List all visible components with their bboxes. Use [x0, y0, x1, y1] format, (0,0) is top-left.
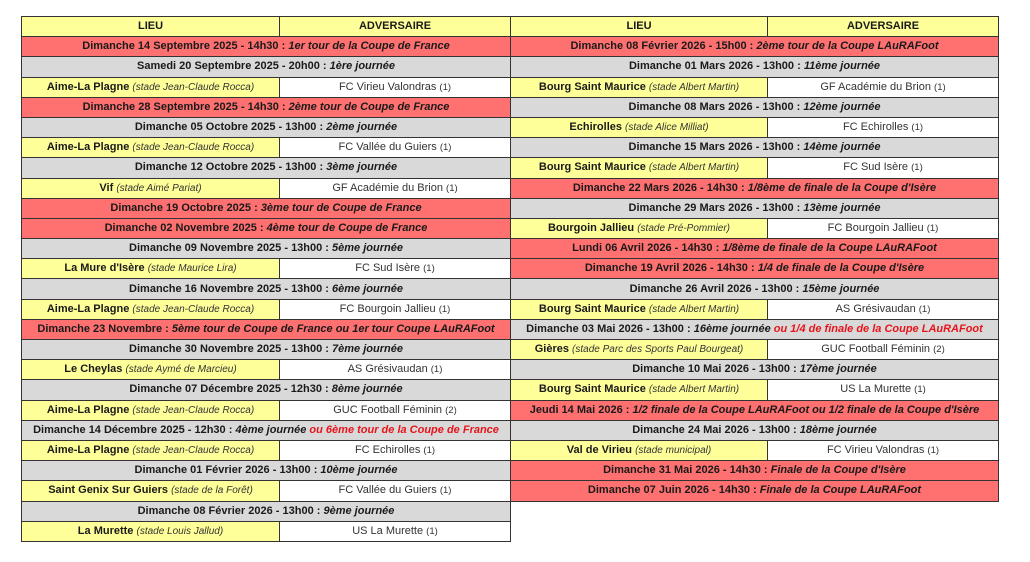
venue-cell	[511, 380, 768, 400]
cup-date-row	[22, 97, 511, 117]
opponent-cell	[768, 299, 999, 319]
date-cell	[511, 461, 999, 481]
opponent-name: FC Echirolles	[842, 121, 909, 134]
match-row	[511, 218, 999, 238]
match-row	[511, 77, 999, 97]
match-date: Dimanche 03 Mai 2026 - 13h00 :	[526, 322, 694, 335]
schedule-body-right	[511, 37, 999, 501]
match-date: Dimanche 26 Avril 2026 - 13h00 :	[629, 282, 803, 295]
match-date: Dimanche 07 Décembre 2025 - 12h30 :	[129, 383, 332, 396]
venue-name: Echirolles	[569, 121, 622, 134]
competition-label: 17ème journée	[799, 363, 877, 376]
opponent-cell	[768, 440, 999, 460]
opponent-cell	[280, 521, 511, 541]
opponent-level: (1)	[926, 222, 939, 234]
opponent-level: (1)	[423, 263, 435, 275]
opponent-level: (1)	[439, 485, 452, 497]
match-date: Dimanche 29 Mars 2026 - 13h00 :	[628, 201, 804, 214]
date-cell	[22, 57, 511, 77]
opponent-name: FC Vallée du Guiers	[338, 141, 437, 154]
match-row	[511, 299, 999, 319]
stadium-name: (stade Jean-Claude Rocca)	[132, 445, 255, 457]
match-row	[511, 440, 999, 460]
venue-name: Bourg Saint Maurice	[538, 302, 646, 315]
date-cell	[22, 218, 511, 238]
opponent-level: (1)	[911, 162, 923, 174]
match-row	[511, 117, 999, 137]
competition-label: 1/2 finale de la Coupe LAuRAFoot ou 1/2 finale de la Coupe d'Isère	[632, 403, 980, 416]
date-cell	[511, 279, 999, 299]
opponent-name: FC Virieu Valondras	[826, 444, 925, 457]
cup-date-row	[511, 37, 999, 57]
opponent-level: (1)	[446, 182, 458, 194]
cup-date-row	[22, 319, 511, 339]
opponent-name: FC Sud Isère	[355, 262, 421, 275]
venue-name: Le Cheylas	[64, 363, 123, 376]
date-cell	[511, 57, 999, 77]
league-date-row	[22, 380, 511, 400]
opponent-level: (1)	[426, 525, 438, 537]
date-cell	[22, 198, 511, 218]
date-cell	[22, 501, 511, 521]
opponent-name: FC Bourgoin Jallieu	[339, 302, 436, 315]
venue-cell	[22, 360, 280, 380]
header-row	[22, 17, 511, 37]
venue-header: LIEU	[22, 17, 280, 37]
stadium-name: (stade municipal)	[635, 445, 712, 457]
opponent-name: US La Murette	[840, 383, 912, 396]
opponent-level: (1)	[430, 364, 443, 376]
match-row	[22, 259, 511, 279]
date-cell	[511, 198, 999, 218]
stadium-name: (stade de la Forêt)	[171, 485, 253, 497]
match-row	[22, 440, 511, 460]
league-date-row	[22, 279, 511, 299]
venue-cell	[22, 178, 280, 198]
date-cell	[22, 461, 511, 481]
opponent-cell	[768, 218, 999, 238]
match-row	[22, 400, 511, 420]
venue-name: Aime-La Plagne	[46, 80, 130, 93]
competition-label: 2ème journée	[326, 121, 398, 134]
venue-cell	[511, 77, 768, 97]
schedule-body-left	[22, 37, 511, 542]
date-cell	[22, 37, 511, 57]
match-date: Dimanche 22 Mars 2026 - 14h30 :	[572, 181, 748, 194]
competition-label: 8ème journée	[331, 383, 403, 396]
match-date: Dimanche 01 Février 2026 - 13h00 :	[134, 464, 321, 477]
cup-date-row	[22, 218, 511, 238]
competition-label: 13ème journée	[803, 201, 881, 214]
venue-cell	[22, 481, 280, 501]
venue-name: Aime-La Plagne	[46, 403, 130, 416]
league-date-row	[511, 420, 999, 440]
venue-name: Val de Virieu	[566, 444, 632, 457]
opponent-name: GF Académie du Brion	[820, 80, 931, 93]
league-date-row	[22, 117, 511, 137]
competition-label: 1er tour de la Coupe de France	[288, 40, 450, 53]
venue-name: Gières	[534, 343, 569, 356]
match-date: Dimanche 09 Novembre 2025 - 13h00 :	[129, 242, 333, 255]
schedule-table-right	[510, 16, 999, 502]
stadium-name: (stade Maurice Lira)	[147, 263, 237, 275]
opponent-name: FC Sud Isère	[843, 161, 909, 174]
opponent-cell	[280, 259, 511, 279]
opponent-level: (1)	[439, 142, 452, 154]
match-date: Lundi 06 Avril 2026 - 14h30 :	[572, 242, 723, 255]
opponent-name: GUC Football Féminin	[333, 403, 443, 416]
competition-label: 3ème tour de Coupe de France	[260, 201, 422, 214]
match-row	[22, 481, 511, 501]
date-cell	[511, 239, 999, 259]
venue-name: Bourg Saint Maurice	[538, 161, 646, 174]
opponent-cell	[768, 77, 999, 97]
venue-header: LIEU	[511, 17, 768, 37]
date-cell	[511, 138, 999, 158]
match-date: Dimanche 02 Novembre 2025 :	[104, 221, 267, 234]
match-row	[511, 380, 999, 400]
opponent-cell	[280, 178, 511, 198]
opponent-cell	[280, 360, 511, 380]
competition-label: 5ème journée	[332, 242, 403, 255]
venue-cell	[511, 299, 768, 319]
league-date-row	[22, 461, 511, 481]
league-date-row	[511, 319, 999, 339]
cup-date-row	[22, 198, 511, 218]
opponent-cell	[280, 481, 511, 501]
venue-cell	[22, 400, 280, 420]
competition-label: 3ème journée	[326, 161, 398, 174]
opponent-cell	[280, 440, 511, 460]
match-date: Dimanche 14 Septembre 2025 - 14h30 :	[82, 40, 289, 53]
opponent-name: GF Académie du Brion	[332, 181, 443, 194]
venue-cell	[511, 117, 768, 137]
stadium-name: (stade Albert Martin)	[648, 162, 740, 174]
date-cell	[22, 117, 511, 137]
opponent-name: FC Echirolles	[354, 444, 421, 457]
date-cell	[511, 178, 999, 198]
venue-name: Bourg Saint Maurice	[538, 383, 646, 396]
date-cell	[22, 239, 511, 259]
competition-label: 15ème journée	[802, 282, 880, 295]
competition-label: 1ère journée	[329, 60, 396, 73]
stadium-name: (stade Pré-Pommier)	[637, 222, 731, 234]
date-cell	[511, 37, 999, 57]
competition-label: Finale de la Coupe LAuRAFoot	[759, 484, 922, 497]
date-cell	[22, 420, 511, 440]
cup-date-row	[511, 400, 999, 420]
stadium-name: (stade Louis Jallud)	[136, 525, 224, 537]
opponent-cell	[768, 340, 999, 360]
match-row	[22, 178, 511, 198]
competition-label: 6ème journée	[332, 282, 403, 295]
opponent-level: (1)	[934, 81, 946, 93]
date-cell	[511, 360, 999, 380]
stadium-name: (stade Jean-Claude Rocca)	[132, 81, 255, 93]
stadium-name: (stade Albert Martin)	[648, 384, 740, 396]
competition-label: 5ème tour de Coupe de France ou 1er tour Coupe LAuRAFoot	[171, 322, 495, 335]
league-date-row	[22, 501, 511, 521]
competition-label: 14ème journée	[803, 141, 881, 154]
schedule-table-left	[21, 16, 511, 542]
stadium-name: (stade Jean-Claude Rocca)	[132, 404, 255, 416]
opponent-name: AS Grésivaudan	[835, 302, 916, 315]
match-date: Dimanche 23 Novembre :	[37, 322, 172, 335]
league-date-row	[511, 138, 999, 158]
match-row	[511, 158, 999, 178]
league-date-row	[511, 57, 999, 77]
venue-cell	[22, 77, 280, 97]
stadium-name: (stade Alice Milliat)	[625, 122, 709, 134]
opponent-header: ADVERSAIRE	[280, 17, 511, 37]
venue-cell	[22, 521, 280, 541]
match-date: Dimanche 16 Novembre 2025 - 13h00 :	[129, 282, 333, 295]
header-row	[511, 17, 999, 37]
match-row	[22, 299, 511, 319]
opponent-cell	[280, 138, 511, 158]
venue-cell	[511, 340, 768, 360]
venue-name: Saint Genix Sur Guiers	[48, 484, 169, 497]
stadium-name: (stade Aimé Pariat)	[116, 182, 202, 194]
competition-label: 11ème journée	[803, 60, 881, 73]
opponent-level: (1)	[423, 445, 436, 457]
venue-name: Bourgoin Jallieu	[547, 221, 635, 234]
league-date-row	[22, 158, 511, 178]
competition-label: 12ème journée	[803, 100, 881, 113]
date-cell	[511, 97, 999, 117]
alternate-competition: ou 6ème tour de la Coupe de France	[306, 423, 499, 436]
cup-date-row	[511, 461, 999, 481]
date-cell	[22, 319, 511, 339]
opponent-cell	[768, 117, 999, 137]
stadium-name: (stade Parc des Sports Paul Bourgeat)	[572, 344, 744, 356]
competition-label: 1/8ème de finale de la Coupe LAuRAFoot	[722, 242, 937, 255]
opponent-level: (2)	[933, 344, 945, 356]
competition-label: 4ème journée	[235, 423, 307, 436]
cup-date-row	[511, 239, 999, 259]
match-date: Dimanche 01 Mars 2026 - 13h00 :	[628, 60, 804, 73]
opponent-name: AS Grésivaudan	[347, 363, 428, 376]
opponent-level: (1)	[439, 81, 452, 93]
stadium-name: (stade Jean-Claude Rocca)	[132, 303, 255, 315]
competition-label: 2ème tour de Coupe de France	[288, 100, 450, 113]
match-date: Dimanche 08 Mars 2026 - 13h00 :	[628, 100, 804, 113]
venue-name: Aime-La Plagne	[46, 141, 130, 154]
date-cell	[511, 319, 999, 339]
venue-cell	[511, 218, 768, 238]
date-cell	[22, 340, 511, 360]
match-row	[22, 521, 511, 541]
match-date: Dimanche 24 Mai 2026 - 13h00 :	[632, 423, 800, 436]
date-cell	[511, 481, 999, 501]
opponent-cell	[280, 299, 511, 319]
date-cell	[511, 400, 999, 420]
venue-name: La Murette	[77, 524, 134, 537]
date-cell	[511, 420, 999, 440]
opponent-level: (2)	[445, 404, 457, 416]
venue-name: Aime-La Plagne	[46, 444, 130, 457]
competition-label: 16ème journée	[693, 322, 771, 335]
league-date-row	[22, 57, 511, 77]
match-date: Dimanche 08 Février 2026 - 13h00 :	[137, 504, 324, 517]
venue-cell	[22, 299, 280, 319]
stadium-name: (stade Aymé de Marcieu)	[125, 364, 237, 376]
competition-label: 18ème journée	[799, 423, 877, 436]
venue-name: La Mure d'Isère	[64, 262, 145, 275]
venue-name: Vif	[99, 181, 114, 194]
match-row	[22, 360, 511, 380]
venue-cell	[22, 259, 280, 279]
match-date: Dimanche 15 Mars 2026 - 13h00 :	[628, 141, 804, 154]
opponent-cell	[280, 400, 511, 420]
competition-label: 9ème journée	[323, 504, 395, 517]
venue-cell	[22, 138, 280, 158]
opponent-cell	[768, 380, 999, 400]
date-cell	[511, 259, 999, 279]
opponent-name: FC Vallée du Guiers	[338, 484, 437, 497]
stadium-name: (stade Jean-Claude Rocca)	[132, 142, 255, 154]
date-cell	[22, 380, 511, 400]
opponent-level: (1)	[927, 445, 940, 457]
stadium-name: (stade Albert Martin)	[648, 303, 740, 315]
opponent-level: (1)	[911, 122, 924, 134]
match-date: Dimanche 30 Novembre 2025 - 13h00 :	[129, 343, 333, 356]
league-date-row	[511, 279, 999, 299]
opponent-cell	[768, 158, 999, 178]
venue-name: Bourg Saint Maurice	[538, 80, 646, 93]
opponent-name: FC Virieu Valondras	[338, 80, 437, 93]
match-row	[511, 340, 999, 360]
competition-label: 7ème journée	[332, 343, 403, 356]
date-cell	[22, 97, 511, 117]
venue-cell	[22, 440, 280, 460]
match-date: Dimanche 28 Septembre 2025 - 14h30 :	[82, 100, 289, 113]
opponent-level: (1)	[438, 303, 451, 315]
stadium-name: (stade Albert Martin)	[648, 81, 740, 93]
match-date: Dimanche 08 Février 2026 - 15h00 :	[570, 40, 757, 53]
match-date: Dimanche 07 Juin 2026 - 14h30 :	[587, 484, 760, 497]
cup-date-row	[22, 37, 511, 57]
opponent-name: GUC Football Féminin	[821, 343, 931, 356]
opponent-name: FC Bourgoin Jallieu	[827, 221, 924, 234]
league-date-row	[22, 239, 511, 259]
alternate-competition: ou 1/4 de finale de la Coupe LAuRAFoot	[770, 322, 983, 335]
match-row	[22, 138, 511, 158]
match-row	[22, 77, 511, 97]
cup-date-row	[511, 481, 999, 501]
match-date: Dimanche 19 Octobre 2025 :	[110, 201, 261, 214]
match-date: Dimanche 05 Octobre 2025 - 13h00 :	[134, 121, 327, 134]
venue-cell	[511, 440, 768, 460]
league-date-row	[511, 360, 999, 380]
match-date: Dimanche 12 Octobre 2025 - 13h00 :	[134, 161, 327, 174]
league-date-row	[22, 420, 511, 440]
opponent-cell	[280, 77, 511, 97]
match-date: Dimanche 10 Mai 2026 - 13h00 :	[632, 363, 800, 376]
match-date: Dimanche 19 Avril 2026 - 14h30 :	[584, 262, 758, 275]
opponent-name: US La Murette	[352, 524, 424, 537]
league-date-row	[511, 198, 999, 218]
cup-date-row	[511, 178, 999, 198]
competition-label: 4ème tour de Coupe de France	[266, 221, 428, 234]
opponent-level: (1)	[914, 384, 926, 396]
competition-label: 1/8ème de finale de la Coupe d'Isère	[747, 181, 937, 194]
match-date: Dimanche 31 Mai 2026 - 14h30 :	[603, 464, 771, 477]
league-date-row	[22, 340, 511, 360]
venue-name: Aime-La Plagne	[46, 302, 130, 315]
date-cell	[22, 279, 511, 299]
opponent-level: (1)	[918, 303, 931, 315]
opponent-header: ADVERSAIRE	[768, 17, 999, 37]
match-date: Dimanche 14 Décembre 2025 - 12h30 :	[33, 423, 236, 436]
match-date: Jeudi 14 Mai 2026 :	[529, 403, 633, 416]
competition-label: 2ème tour de la Coupe LAuRAFoot	[756, 40, 939, 53]
competition-label: Finale de la Coupe d'Isère	[770, 464, 906, 477]
match-date: Samedi 20 Septembre 2025 - 20h00 :	[136, 60, 330, 73]
competition-label: 10ème journée	[320, 464, 398, 477]
venue-cell	[511, 158, 768, 178]
date-cell	[22, 158, 511, 178]
league-date-row	[511, 97, 999, 117]
competition-label: 1/4 de finale de la Coupe d'Isère	[757, 262, 925, 275]
cup-date-row	[511, 259, 999, 279]
